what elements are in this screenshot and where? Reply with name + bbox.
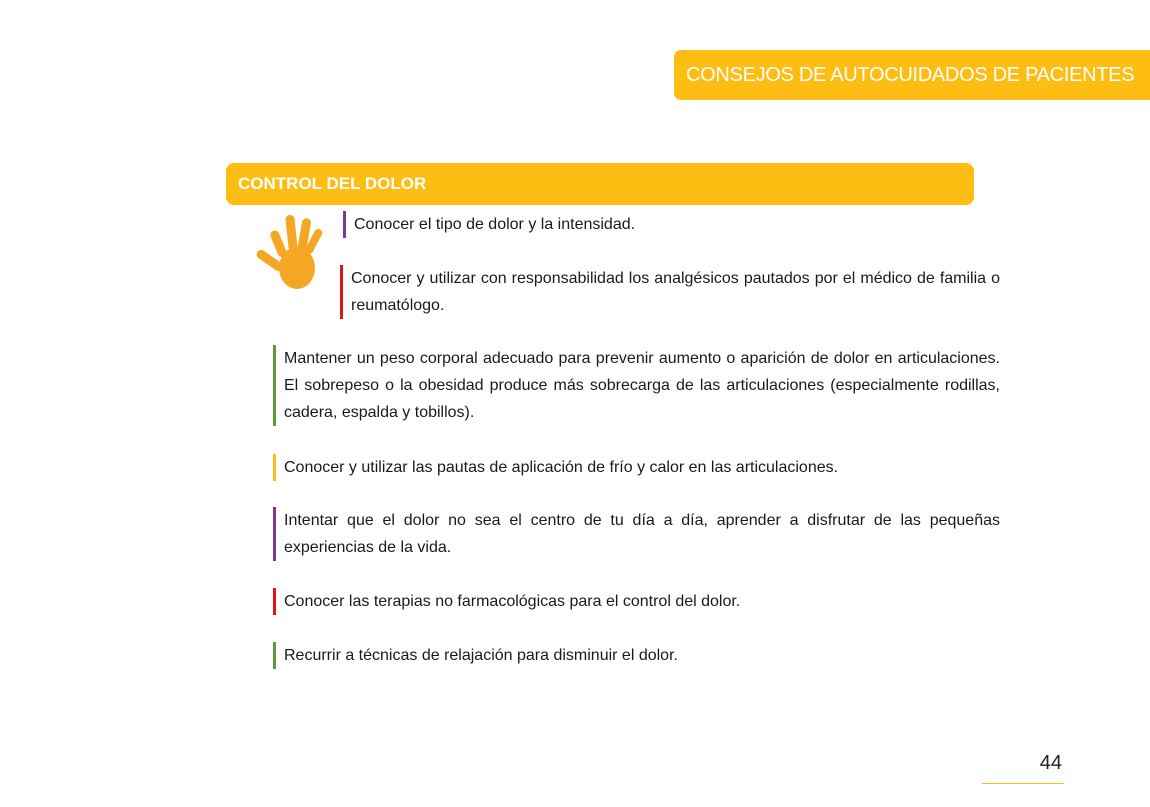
list-item-text: Recurrir a técnicas de relajación para disminuir el dolor. bbox=[284, 647, 678, 664]
list-item bbox=[273, 345, 1000, 426]
list-item bbox=[273, 588, 1000, 615]
header-title: CONSEJOS DE AUTOCUIDADOS DE PACIENTES bbox=[686, 63, 1135, 86]
section-bar bbox=[226, 163, 974, 205]
hand-icon bbox=[252, 210, 328, 296]
section-title: CONTROL DEL DOLOR bbox=[238, 174, 427, 193]
page-number: 44 bbox=[1039, 752, 1062, 774]
list-item bbox=[273, 642, 1000, 669]
list-item-text: Conocer y utilizar las pautas de aplicación de frío y calor en las articulaciones. bbox=[284, 459, 839, 476]
list-item bbox=[343, 211, 1000, 238]
list-item bbox=[273, 454, 1000, 481]
list-item-text: Conocer y utilizar con responsabilidad los analgésicos pautados por el médico de familia o reumatólogo. bbox=[351, 270, 1000, 314]
header-tab bbox=[674, 50, 1150, 100]
list-item-text: Mantener un peso corporal adecuado para prevenir aumento o aparición de dolor en articulaciones. El sobrepeso o la obesidad produce más sobrecarga de las articulaciones (especialmente rodillas, cadera, espalda y tobillos). bbox=[284, 350, 1000, 421]
list-item-text: Intentar que el dolor no sea el centro de tu día a día, aprender a disfrutar de las pequeñas experiencias de la vida. bbox=[284, 512, 1000, 556]
list-item-text: Conocer las terapias no farmacológicas para el control del dolor. bbox=[284, 593, 741, 610]
list-item bbox=[340, 265, 1000, 319]
page-number-underline bbox=[982, 783, 1064, 784]
list-item bbox=[273, 507, 1000, 561]
list-item-text: Conocer el tipo de dolor y la intensidad. bbox=[354, 216, 636, 233]
